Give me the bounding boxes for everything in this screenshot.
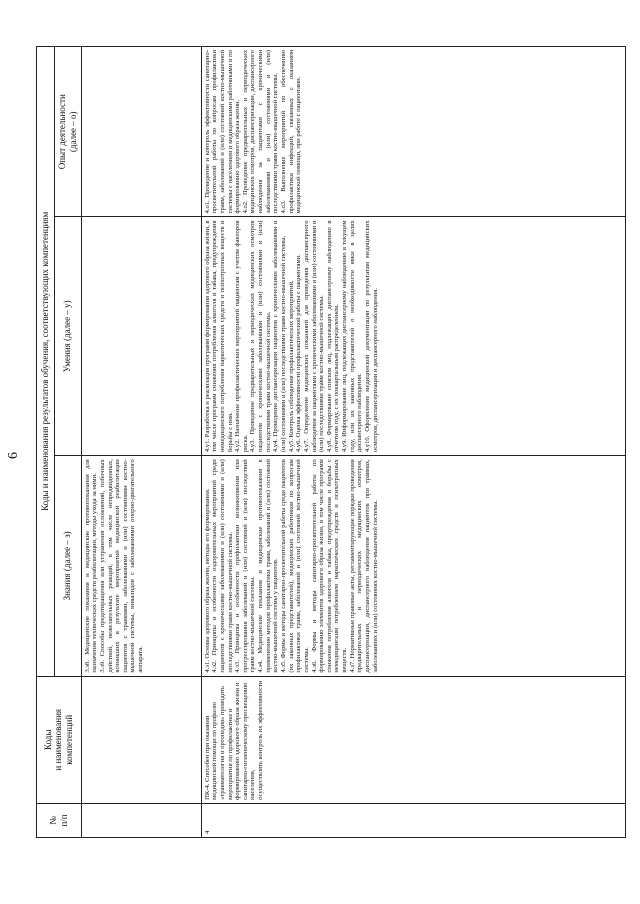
row-num: 4 — [201, 803, 625, 837]
knowledge-item: 4.з6. Формы и методы санитарно-просветительной работы по формированию элементов здорового образа жизни, в том числе программ снижения потребления алкоголя и табака, предупреждения и борьбы с немедицинским потреблением наркотических средств и психотропных веществ. — [310, 459, 349, 673]
knowledge-item: 4.з2. Принципы и особенности оздоровительных мероприятий среди пациентов с хроническими заболеваниями и (или) состояниями и (или) последствиями травм костно-мышечной системы. — [211, 459, 234, 673]
header-num-line: п/п — [58, 814, 69, 827]
knowledge-item: 3.з9. Способы предотвращения или устранения осложнений, побочных действий, нежелательных реакций, в том числе непредвиденных, возникших в результате мероприятий медицинской реабилитации пациентов с травмами, заболеваниями и (или) состояниями костно-мышечной системы, инвалидов с заболеваниями опорно-двигательного аппарата. — [98, 459, 145, 673]
knowledge-item: 3.з8. Медицинские показания и медицинские противопоказания для назначения технических средств реабилитации, методы ухода за ними. — [83, 459, 99, 673]
competency-code-text: осуществлять контроль их эффективности — [257, 680, 265, 800]
skill-item: 4.у9. Информирование лиц, подлежащих диспансерному наблюдению в текущем году, или их законных представителей о необходимости явки в целях диспансерного наблюдения. — [341, 220, 364, 453]
cont-skills-cell — [81, 217, 201, 456]
header-knowledge: Знания (далее – з) — [55, 456, 82, 676]
skill-item: 4.у4. Проведение диспансеризации пациентов с хроническими заболеваниями и (или) состояниями и (или) последствиями травм костно-мышечной системы. — [272, 220, 287, 453]
skill-item: 4.у5. Контроль соблюдения профилактических мероприятий. — [287, 280, 295, 453]
competency-row-4 — [201, 47, 625, 838]
header-codes-line: компетенций — [64, 714, 75, 765]
continuation-row — [81, 47, 201, 838]
knowledge-item: 4.з5. Формы и методы санитарно-просветительной работы среди пациентов (их законных представителей), медицинских работников по вопросам профилактики травм, заболеваний и (или) состояний костно-мышечной системы. — [280, 459, 310, 673]
header-row-1 — [37, 47, 55, 838]
cont-knowledge-cell — [81, 456, 201, 676]
cont-code-cell — [81, 676, 201, 803]
header-num-line: № — [48, 816, 58, 825]
skill-item: 4.у7. Определение медицинских показаний для проведения диспансерного наблюдения за пациентами с хроническими заболеваниями и (или) состояниями и (или) последствиями травм костно-мышечной системы. — [302, 220, 326, 453]
header-codes — [37, 676, 82, 803]
cont-num-cell — [81, 803, 201, 837]
knowledge-item: 4.з4. Медицинские показания и медицинские противопоказания к применению методов профилактики травм, заболеваний и (или) состояний костно-мышечной системы у пациентов. — [257, 459, 280, 673]
page-number: 6 — [6, 452, 21, 459]
cont-experience-cell — [81, 47, 201, 218]
experience-item: 4.о1. Проведение и контроль эффективности санитарно-просветительной работы по вопросам профилактики травм, заболеваний и (или) состояний костно-мышечной системы с населением и медицинскими работниками и по формированию здорового образа жизни. — [203, 50, 242, 214]
skill-item: 4.у10. Оформление медицинской документации по результатам медицинских осмотров, диспансеризации и диспансерного наблюдения. — [364, 220, 379, 453]
knowledge-item: 4.з1. Основы здорового образа жизни, методы его формирования. — [203, 488, 211, 673]
header-codes-line: Коды — [42, 729, 53, 750]
header-num — [37, 803, 82, 837]
competency-code-text: ПК-4. Способен при оказании медицинской помощи по профилю «травматология и ортопедия» проводить мероприятия по профилактике и формированию здорового образа жизни и санитарно-гигиеническому просвещению населения, — [203, 682, 257, 800]
experience-item: 4.о2. Проведение предварительных и периодических медицинских осмотров, диспансеризации, диспансерного наблюдения за пациентами с хроническими заболеваниями и (или) состояниями и (или) последствиями травм костно-мышечной системы. — [241, 50, 280, 214]
experience-cell — [201, 47, 625, 218]
skill-item: 4.у6. Оценка эффективности профилактической работы с пациентами. — [295, 254, 303, 453]
header-experience-line: Опыт деятельности — [57, 94, 67, 170]
skill-item: 4.у8. Формирование списков лиц, подлежащих диспансерному наблюдению в отчетном году, с их поквартальным распределением. — [325, 220, 341, 453]
knowledge-item: 4.з7. Нормативные правовые акты, регламентирующие порядки проведения предварительных и периодических медицинских осмотров, диспансеризации, диспансерного наблюдения пациентов при травмах, заболеваниях и (или) состояниях костно-мышечной системы. — [348, 459, 379, 673]
skill-item: 4.у3. Проведение предварительных и периодических медицинских осмотров пациентов с хроническими заболеваниями и (или) состояниями и (или) последствиями травм костно-мышечной системы. — [249, 220, 272, 453]
header-group-title: Коды и наименования результатов обучения, соответствующих компетенциям — [37, 47, 55, 677]
experience-item: 4.о3. Выполнение мероприятий по обеспечению профилактики инфекций, связанных с оказанием медицинской помощи, при работе с пациентами. — [280, 50, 303, 214]
skill-item: 4.у1. Разработка и реализация программ формирования здорового образа жизни, в том числе программ снижения потребления алкоголя и табака, предупреждения немедицинского потребления наркотических средств и психотропных веществ и борьбы с ним. — [203, 220, 234, 453]
knowledge-cell — [201, 456, 625, 676]
header-experience — [55, 47, 82, 218]
skills-cell — [201, 217, 625, 456]
skill-item: 4.у2. Назначение профилактических мероприятий пациентам с учетом факторов риска. — [234, 220, 249, 453]
knowledge-item: 4.з3. Принципы и особенности профилактики возникновения или прогрессирования заболеваний и (или) состояний и (или) последствий травм костно-мышечной системы. — [234, 459, 257, 673]
competency-table — [36, 46, 626, 838]
competency-code — [201, 676, 625, 803]
header-skills: Умения (далее – у) — [55, 217, 82, 456]
header-codes-line: и наименования — [53, 708, 64, 771]
header-experience-line: (далее – о) — [67, 111, 78, 153]
